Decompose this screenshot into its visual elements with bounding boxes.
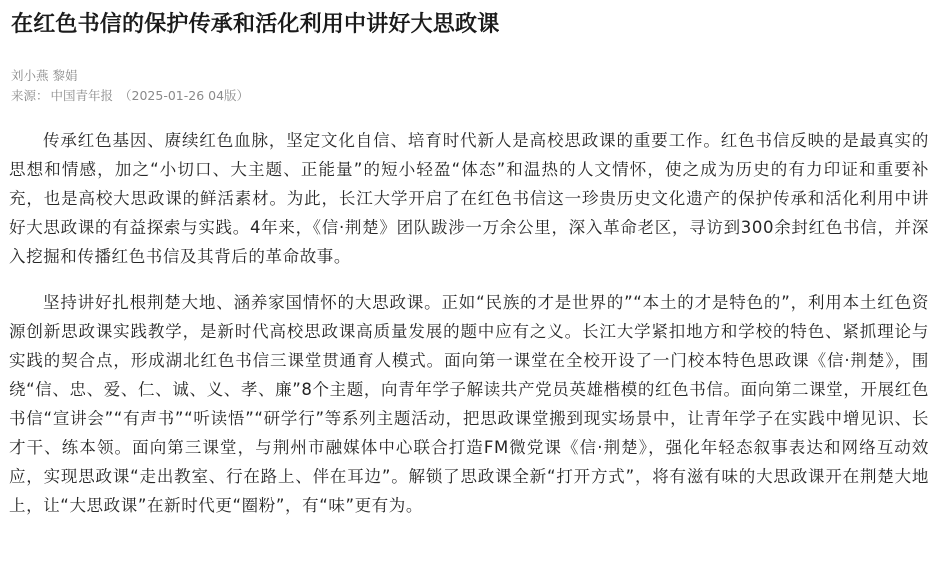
article-source [11, 88, 249, 104]
paragraph: 传承红色基因、赓续红色血脉，坚定文化自信、培育时代新人是高校思政课的重要工作。红色书信反映的是最真实的思想和情感，加之“小切口、大主题、正能量”的短小轻盈“体态”和温热的人文情怀，使之成为历史的有力印证和重要补充，也是高校大思政课的鲜活素材。为此，长江大学开启了在红色书信这一珍贵历史文化遗产的保护传承和活化利用中讲好大思政课的有益探索与实践。4年来，《信·荆楚》团队跋涉一万余公里，深入革命老区，寻访到300余封红色书信，并深入挖掘和传播红色书信及其背后的革命故事。 [9, 131, 929, 266]
paragraph: 坚持讲好扎根荆楚大地、涵养家国情怀的大思政课。正如“民族的才是世界的”“本土的才是特色的”，利用本土红色资源创新思政课实践教学，是新时代高校思政课高质量发展的题中应有之义。长江大学紧扣地方和学校的特色、紧抓理论与实践的契合点，形成湖北红色书信三课堂贯通育人模式。面向第一课堂在全校开设了一门校本特色思政课《信·荆楚》，围绕“信、忠、爱、仁、诚、义、孝、廉”8个主题，向青年学子解读共产党员英雄楷模的红色书信。面向第二课堂，开展红色书信“宣讲会”“有声书”“听读悟”“研学行”等系列主题活动，把思政课堂搬到现实场景中，让青年学子在实践中增见识、长才干、练本领。面向第三课堂，与荆州市融媒体中心联合打造FM微党课《信·荆楚》，强化年轻态叙事表达和网络互动效应，实现思政课“走出教室、行在路上、伴在耳边”。解锁了思政课全新“打开方式”，将有滋有味的大思政课开在荆楚大地上，让“大思政课”在新时代更“圈粉”，有“味”更有为。 [9, 293, 929, 515]
source-label: 来源： [11, 88, 49, 103]
article-title: 在红色书信的保护传承和活化利用中讲好大思政课 [11, 12, 500, 37]
article-authors: 刘小燕 黎娟 [11, 68, 78, 83]
source-date: （2025-01-26 04版） [119, 88, 250, 103]
article-body [9, 126, 929, 520]
source-name: 中国青年报 [50, 88, 114, 103]
